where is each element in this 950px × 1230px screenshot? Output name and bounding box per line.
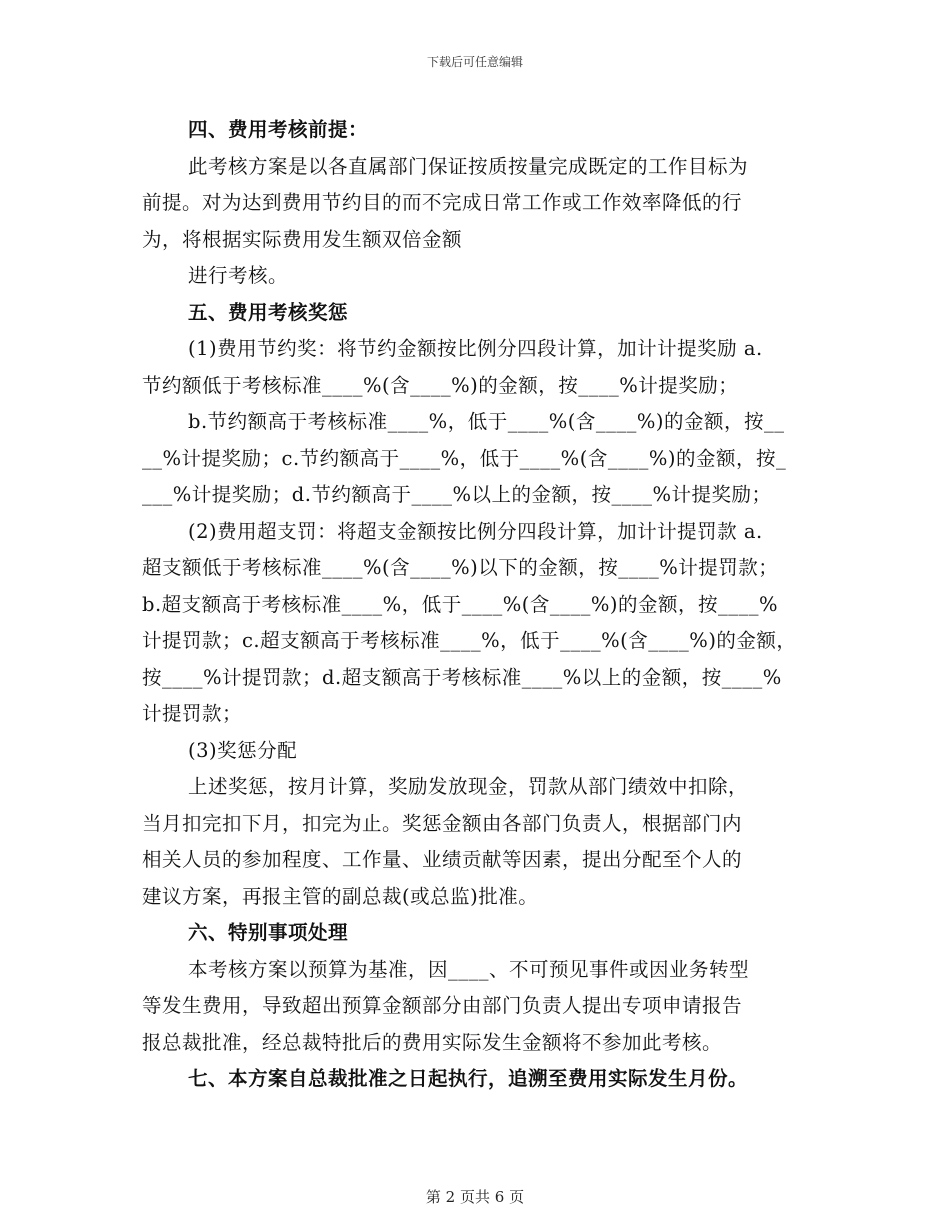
- section-heading: 七、本方案自总裁批准之日起执行，追溯至费用实际发生月份。: [188, 1067, 749, 1090]
- section-heading: 五、费用考核奖惩: [188, 300, 349, 324]
- body-line: 计提罚款；c.超支额高于考核标准____%，低于____%(含____%)的金额，: [142, 629, 797, 652]
- body-line: 节约额低于考核标准____%(含____%)的金额，按____%计提奖励；: [142, 373, 739, 397]
- body-line: __%计提奖励；c.节约额高于____%，低于____%(含____%)的金额，按_: [142, 446, 787, 470]
- body-line: 超支额低于考核标准____%(含____%)以下的金额，按____%计提罚款；: [142, 556, 779, 579]
- body-line: 上述奖惩，按月计算，奖励发放现金，罚款从部门绩效中扣除，: [188, 775, 749, 798]
- body-line: 报总裁批准，经总裁特批后的费用实际发生金额将不参加此考核。: [142, 1030, 723, 1054]
- body-line: b.超支额高于考核标准____%，低于____%(含____%)的金额，按____%: [142, 592, 779, 616]
- page-header: 下载后可任意编辑: [426, 55, 523, 69]
- body-line: 相关人员的参加程度、工作量、业绩贡献等因素，提出分配至个人的: [142, 848, 743, 871]
- body-line: (2)费用超支罚：将超支金额按比例分四段计算，加计计提罚款 a.: [188, 519, 763, 543]
- body-line: 前提。对为达到费用节约目的而不完成日常工作或工作效率降低的行: [142, 191, 743, 214]
- document-body: [142, 112, 822, 1098]
- body-line: 计提罚款；: [142, 702, 243, 725]
- body-line: 进行考核。: [188, 264, 289, 287]
- body-line: 本考核方案以预算为基准，因____、不可预见事件或因业务转型: [188, 957, 750, 981]
- page-footer: 第 2 页共 6 页: [425, 1188, 525, 1206]
- section-heading: 四、费用考核前提：: [188, 118, 369, 141]
- body-line: 当月扣完扣下月，扣完为止。奖惩金额由各部门负责人，根据部门内: [142, 811, 743, 835]
- body-line: (3)奖惩分配: [188, 738, 298, 762]
- body-line: 此考核方案是以各直属部门保证按质按量完成既定的工作目标为: [188, 154, 749, 178]
- body-line: (1)费用节约奖：将节约金额按比例分四段计算，加计计提奖励 a.: [188, 337, 763, 360]
- body-line: b.节约额高于考核标准____%，低于____%(含____%)的金额，按__: [188, 410, 785, 433]
- body-line: 为，将根据实际费用发生额双倍金额: [142, 227, 463, 251]
- body-line: ___%计提奖励；d.节约额高于____%以上的金额，按____%计提奖励；: [142, 483, 772, 506]
- body-line: 按____%计提罚款；d.超支额高于考核标准____%以上的金额，按____%: [142, 665, 782, 689]
- body-line: 建议方案，再报主管的副总裁(或总监)批准。: [142, 884, 539, 908]
- section-heading: 六、特别事项处理: [188, 921, 349, 944]
- body-line: 等发生费用，导致超出预算金额部分由部门负责人提出专项申请报告: [142, 994, 743, 1017]
